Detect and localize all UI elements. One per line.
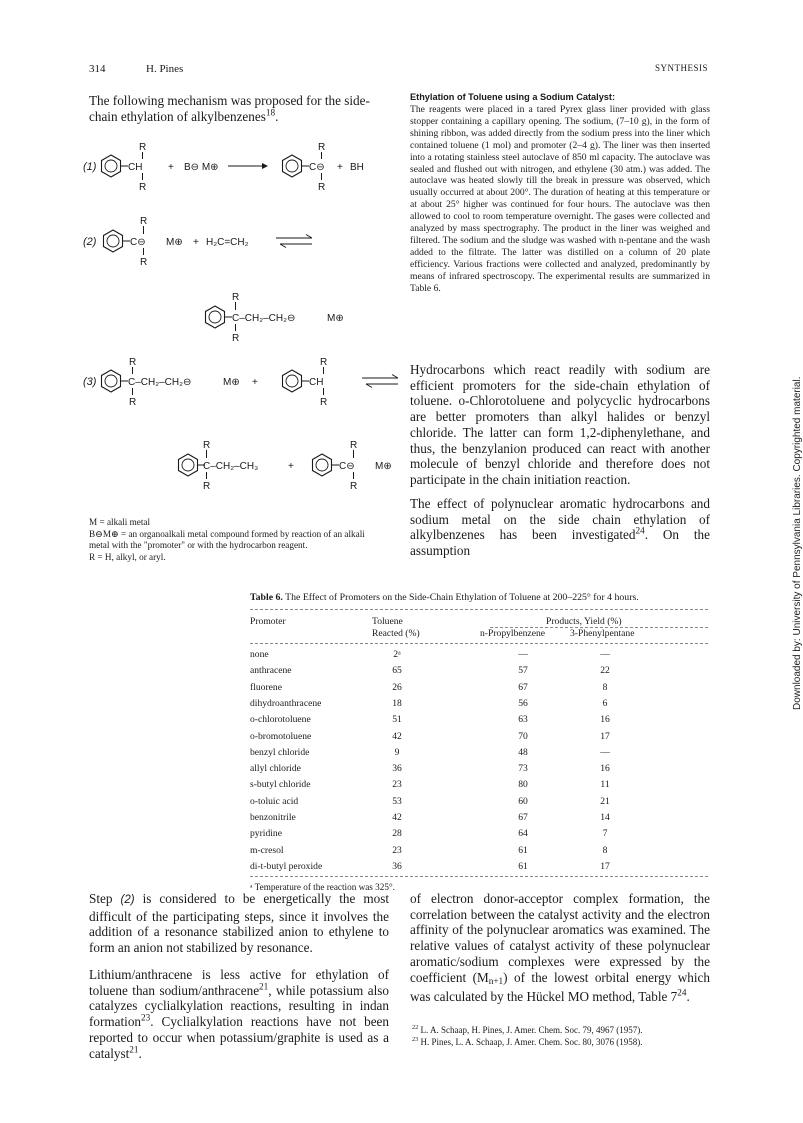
benzene-ring-icon xyxy=(102,370,121,392)
chem-r: R xyxy=(203,481,211,492)
propylbenzene-cell: 73 xyxy=(518,763,528,775)
experimental-body: The reagents were placed in a tared Pyrex glass liner provided with glass stopper containing a capillary opening. The sodium, (7–10 g), in the form of shining ribbon, was added directly from the sodium press into the liner which contained toluene (1 mol) and promoter (2–4 g). The liner was then inserted into a rotating stainless steel autoclave of 850 ml capacity. The autoclave was sealed and flushed out with nitrogen, and ethylene (30 atm.) was added. The autoclave was heated slowly till the break in pressure was observed, which usually occurred at about 200°. The duration of heating at this temperature or at about 25° higher was continued for four hours. The autoclave was then allowed to cool to room temperature overnight. The gases were collected and analyzed by mass spectrography. The product in the liner was weighed and filtered. The sodium and the sludge was washed with n-pentane and the wash added to the filtrate. The latter was distilled on a column of 20 plate efficiency. Various fractions were collected and analyzed, predominantly by means of infrared spectroscopy. The experimental results are summarized in Table 6. xyxy=(410,104,710,294)
intro-paragraph: The following mechanism was proposed for the side-chain ethylation of alkylbenzenes$^{18}$. xyxy=(89,93,370,124)
scheme-legend xyxy=(89,517,369,563)
propylbenzene-cell: 56 xyxy=(518,697,528,709)
benzene-ring-icon xyxy=(283,155,302,177)
propylbenzene-cell: 67 xyxy=(518,681,528,693)
reference-item: $^{22}$ L. A. Schaap, H. Pines, J. Amer. Chem. Soc. 79, 4967 (1957). xyxy=(412,1024,643,1035)
legend-line: B⊖M⊕ = an organoalkali metal compound formed by reaction of an alkali metal with the "promoter" or with the hydrocarbon reagent. xyxy=(89,528,365,551)
promoter-cell: o-toluic acid xyxy=(250,795,299,807)
chem-r: R xyxy=(139,142,147,153)
paragraph-lithium xyxy=(89,967,389,1061)
promoter-cell: benzyl chloride xyxy=(250,746,310,758)
header-toluene: Toluene xyxy=(372,616,403,627)
chem-metal: M⊕ xyxy=(223,377,240,388)
chem-r: R xyxy=(129,357,137,368)
plus-sign: + xyxy=(337,162,343,173)
chem-metal: M⊕ xyxy=(375,461,392,472)
table-title xyxy=(250,592,710,603)
huckel-subscript: n+1 xyxy=(488,975,504,986)
toluene-cell: 28 xyxy=(392,828,402,840)
chem-base: B⊖ M⊕ xyxy=(184,162,219,173)
phenylpentane-cell: 7 xyxy=(602,828,608,840)
chem-r: R xyxy=(129,397,137,408)
chem-chain-anion: C–CH₂–CH₂⊖ xyxy=(128,377,192,388)
paragraph-huckel xyxy=(410,891,710,1005)
plus-sign: + xyxy=(288,461,294,472)
table-footnote: ᵃ Temperature of the reaction was 325°. xyxy=(250,882,395,892)
step2-text: Step xyxy=(89,891,113,906)
promoter-cell: dihydroanthracene xyxy=(250,697,322,709)
table-rule xyxy=(250,876,708,877)
chem-r: R xyxy=(320,397,328,408)
phenylpentane-cell: 22 xyxy=(600,665,610,677)
eq-label-2: (2) xyxy=(83,236,97,248)
promoter-cell: allyl chloride xyxy=(250,763,301,775)
phenylpentane-cell: 17 xyxy=(600,860,610,872)
propylbenzene-cell: 67 xyxy=(518,812,528,823)
chem-r: R xyxy=(139,182,147,193)
propylbenzene-cell: 63 xyxy=(518,714,528,726)
lithium-text: . xyxy=(138,1045,142,1061)
running-author: H. Pines xyxy=(146,63,184,75)
propylbenzene-cell: 60 xyxy=(518,795,528,807)
toluene-cell: 9 xyxy=(394,746,400,758)
chem-ch: CH xyxy=(128,162,143,173)
phenylpentane-cell: 11 xyxy=(600,779,610,791)
table-rule xyxy=(250,643,708,644)
polynuclear-text: The effect of polynuclear aromatic hydrocarbons and sodium metal on the side chain ethylation of alkylbenzenes has been investigated xyxy=(410,496,710,543)
legend-line: R = H, alkyl, or aryl. xyxy=(89,551,166,562)
header-propylbenzene: n-Propylbenzene xyxy=(480,628,546,639)
header-products: Products, Yield (%) xyxy=(546,616,622,627)
chem-r: R xyxy=(140,216,148,227)
phenylpentane-cell: 16 xyxy=(600,763,610,775)
toluene-cell: 42 xyxy=(392,730,402,742)
propylbenzene-cell: — xyxy=(518,649,528,660)
chem-carbanion: C⊖ xyxy=(130,237,146,248)
polynuclear-ref: 24 xyxy=(635,526,645,537)
chem-r: R xyxy=(140,257,148,268)
equilibrium-arrow-icon xyxy=(392,375,398,379)
huckel-text: ) of the lowest orbital energy which was calculated by the Hückel MO method, Table 7 xyxy=(410,969,710,1005)
propylbenzene-cell: 80 xyxy=(518,779,528,791)
toluene-cell: 36 xyxy=(392,763,402,775)
chem-chain-anion: C–CH₂–CH₂⊖ xyxy=(232,313,296,324)
intro-ref: 18 xyxy=(265,107,276,118)
chem-r: R xyxy=(318,182,326,193)
arrow-icon xyxy=(262,163,268,169)
benzene-ring-icon xyxy=(179,454,198,476)
phenylpentane-cell: 8 xyxy=(602,844,608,856)
intro-text: The following mechanism was proposed for the side-chain ethylation of alkylbenzenes xyxy=(89,93,370,124)
toluene-cell: 51 xyxy=(392,714,402,726)
equilibrium-arrow-icon xyxy=(306,235,312,239)
lithium-ref: 21 xyxy=(129,1044,139,1055)
propylbenzene-cell: 61 xyxy=(518,860,528,872)
benzene-ring-icon xyxy=(206,306,225,328)
chem-r: R xyxy=(350,481,358,492)
chem-r: R xyxy=(350,440,358,451)
header-toluene-sub: Reacted (%) xyxy=(372,628,420,639)
chem-r: R xyxy=(318,142,326,153)
header-phenylpentane: 3-Phenylpentane xyxy=(570,628,635,639)
benzene-ring-icon xyxy=(283,370,302,392)
benzene-ring-icon xyxy=(104,230,123,252)
table-number: Table 6. xyxy=(250,592,283,603)
toluene-cell: 26 xyxy=(392,681,402,693)
promoter-cell: benzonitrile xyxy=(250,812,296,823)
propylbenzene-cell: 48 xyxy=(518,746,528,758)
propylbenzene-cell: 57 xyxy=(518,665,528,677)
chem-metal: M⊕ xyxy=(327,313,344,324)
promoter-cell: o-bromotoluene xyxy=(250,730,312,742)
huckel-text: . xyxy=(686,989,690,1005)
lithium-text: , while potassium also catalyzes cyclialkylation reactions, resulting in indan formation xyxy=(89,982,389,1030)
lithium-ref: 23 xyxy=(141,1012,151,1023)
phenylpentane-cell: — xyxy=(600,649,610,660)
step2-label: (2) xyxy=(120,894,135,906)
chem-r: R xyxy=(232,292,240,303)
promoter-cell: none xyxy=(250,649,269,660)
journal-name: SYNTHESIS xyxy=(655,63,709,73)
reference-item: $^{23}$ H. Pines, L. A. Schaap, J. Amer. Chem. Soc. 80, 3076 (1958). xyxy=(412,1036,643,1047)
eq-label-3: (3) xyxy=(83,376,97,388)
promoter-cell: pyridine xyxy=(250,828,282,840)
toluene-cell: 2ᵃ xyxy=(393,649,401,660)
chem-ethylene: H₂C=CH₂ xyxy=(206,237,249,248)
promoter-cell: m-cresol xyxy=(250,844,284,856)
phenylpentane-cell: 21 xyxy=(600,795,610,807)
experimental-section xyxy=(410,92,710,295)
chem-ch: CH xyxy=(309,377,324,388)
promoter-cell: s-butyl chloride xyxy=(250,779,311,791)
polynuclear-tail: . On the assumption xyxy=(410,527,710,559)
paragraph-polynuclear xyxy=(410,496,710,559)
toluene-cell: 36 xyxy=(392,860,402,872)
promoter-cell: anthracene xyxy=(250,665,292,677)
phenylpentane-cell: — xyxy=(600,746,610,758)
table-rule xyxy=(250,609,708,610)
propylbenzene-cell: 64 xyxy=(518,828,528,840)
chem-r: R xyxy=(232,333,240,344)
reaction-scheme xyxy=(80,135,410,520)
chem-carbanion: C⊖ xyxy=(339,461,355,472)
propylbenzene-cell: 70 xyxy=(518,730,528,742)
benzene-ring-icon xyxy=(313,454,332,476)
chem-bh: BH xyxy=(350,162,364,173)
promoter-cell: fluorene xyxy=(250,681,282,693)
promoter-cell: o-chlorotoluene xyxy=(250,714,311,726)
download-notice: Downloaded by: University of Pennsylvania Libraries. Copyrighted material. xyxy=(792,376,803,710)
chem-chain-ethyl: C–CH₂–CH₃ xyxy=(203,461,259,472)
toluene-cell: 65 xyxy=(392,665,402,677)
experimental-title: Ethylation of Toluene using a Sodium Catalyst: xyxy=(410,92,616,102)
phenylpentane-cell: 16 xyxy=(600,714,610,726)
header-promoter: Promoter xyxy=(250,616,286,627)
step2-text: is considered to be energetically the most difficult of the participating steps, since it involves the addition of a resonance stabilized anion to ethylene to form an anion not stabilized by resonance. xyxy=(89,891,389,956)
references xyxy=(412,1024,712,1048)
benzene-ring-icon xyxy=(102,155,121,177)
chem-metal: M⊕ xyxy=(166,237,183,248)
propylbenzene-cell: 61 xyxy=(518,844,528,856)
page-number: 314 xyxy=(89,63,106,75)
toluene-cell: 23 xyxy=(392,779,402,791)
lithium-ref: 21 xyxy=(259,981,269,992)
plus-sign: + xyxy=(252,377,258,388)
toluene-cell: 18 xyxy=(392,697,402,709)
huckel-ref: 24 xyxy=(677,987,687,998)
paragraph-promoters: Hydrocarbons which react readily with sodium are efficient promoters for the side-chain ethylation of toluene. o-Chlorotoluene and polycyclic hydrocarbons are better promoters than alkyl halides or benzyl chloride. The latter can form 1,2-diphenylethane, and thus, the benzylanion produced can react with another molecule of benzyl chloride and therefore does not participate in the chain initiation reaction. xyxy=(410,362,710,487)
phenylpentane-cell: 17 xyxy=(600,730,610,742)
promoter-cell: di-t-butyl peroxide xyxy=(250,860,323,872)
paragraph-step2 xyxy=(89,891,389,956)
toluene-cell: 53 xyxy=(392,795,402,807)
toluene-cell: 42 xyxy=(392,812,402,823)
chem-carbanion: C⊖ xyxy=(309,162,325,173)
chem-r: R xyxy=(203,440,211,451)
phenylpentane-cell: 6 xyxy=(602,697,608,709)
phenylpentane-cell: 14 xyxy=(600,812,610,823)
huckel-text: of electron donor-acceptor complex formation, the correlation between the catalyst activity and the electron affinity of the polynuclear aromatics was examined. The relative values of catalyst activity of these polynuclear aromatic/sodium complexes were expressed by the coefficient (M xyxy=(410,891,710,985)
phenylpentane-cell: 8 xyxy=(602,681,608,693)
legend-line: M = alkali metal xyxy=(89,517,151,527)
plus-sign: + xyxy=(168,162,174,173)
eq-label-1: (1) xyxy=(83,161,97,173)
chem-r: R xyxy=(320,357,328,368)
toluene-cell: 23 xyxy=(392,844,402,856)
lithium-text: . Cyclialkylation reactions have not been reported to occur when potassium/graphite is used as a catalyst xyxy=(89,1014,389,1061)
lithium-text: Lithium/anthracene is less active for ethylation of toluene than sodium/anthracene xyxy=(89,967,389,998)
plus-sign: + xyxy=(193,237,199,248)
table-caption: The Effect of Promoters on the Side-Chain Ethylation of Toluene at 200–225° for 4 hours. xyxy=(285,592,639,603)
